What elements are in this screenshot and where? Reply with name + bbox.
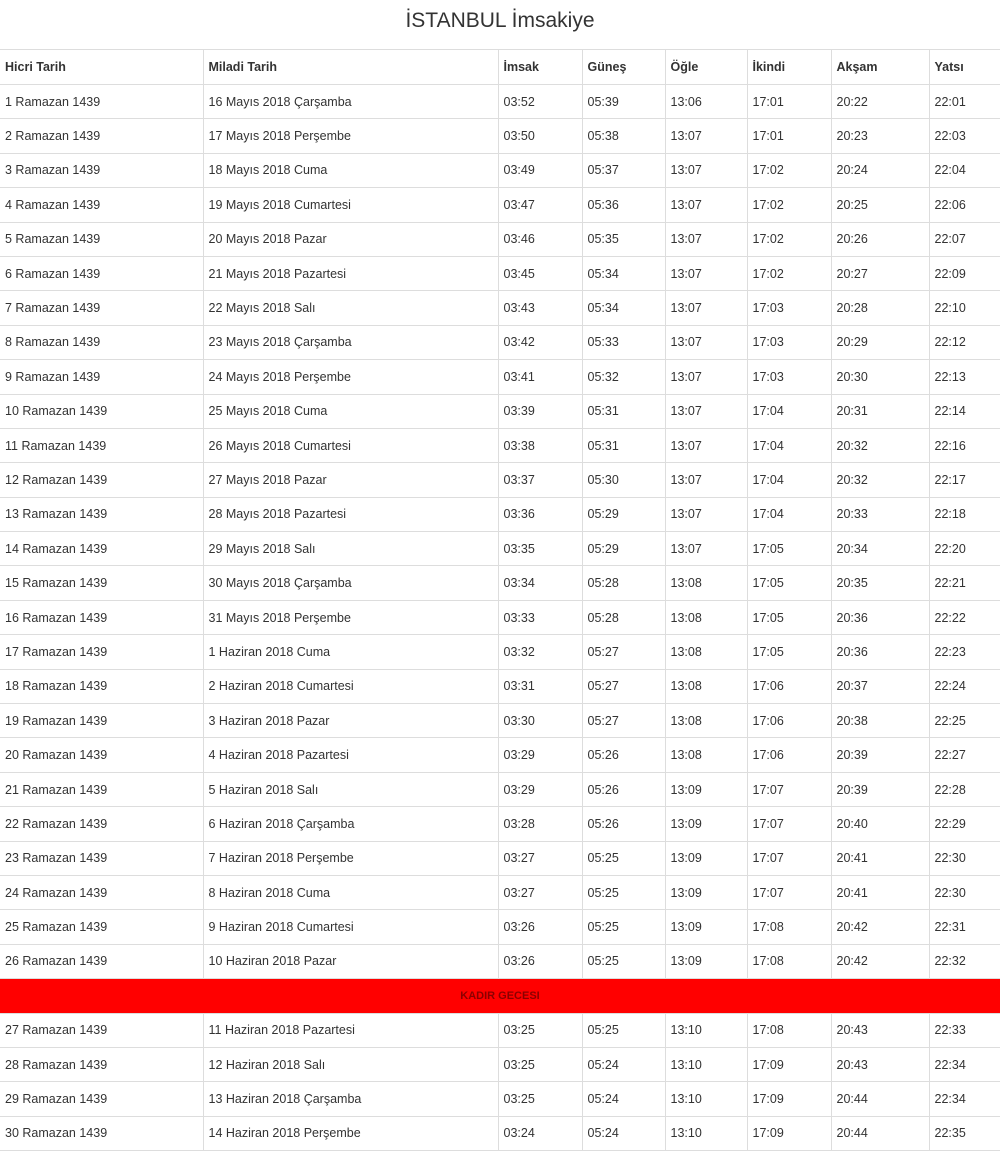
hicri-tarih-cell: 3 Ramazan 1439: [0, 153, 203, 187]
imsak-cell: 03:30: [498, 704, 582, 738]
yatsi-cell: 22:21: [929, 566, 1000, 600]
aksam-cell: 20:39: [831, 738, 929, 772]
gunes-cell: 05:27: [582, 635, 665, 669]
yatsi-cell: 22:23: [929, 635, 1000, 669]
gunes-cell: 05:37: [582, 153, 665, 187]
ogle-cell: 13:07: [665, 119, 747, 153]
ogle-cell: 13:09: [665, 807, 747, 841]
imsak-cell: 03:41: [498, 360, 582, 394]
ikindi-cell: 17:05: [747, 532, 831, 566]
table-row: [0, 1116, 1000, 1150]
table-header-row: [0, 50, 1000, 85]
gunes-cell: 05:24: [582, 1116, 665, 1150]
hicri-tarih-cell: 10 Ramazan 1439: [0, 394, 203, 428]
ikindi-cell: 17:08: [747, 910, 831, 944]
table-row: [0, 704, 1000, 738]
ogle-cell: 13:08: [665, 600, 747, 634]
yatsi-cell: 22:30: [929, 875, 1000, 909]
miladi-tarih-cell: 16 Mayıs 2018 Çarşamba: [203, 85, 498, 119]
table-row: [0, 153, 1000, 187]
ogle-cell: 13:07: [665, 394, 747, 428]
imsak-cell: 03:37: [498, 463, 582, 497]
miladi-tarih-cell: 24 Mayıs 2018 Perşembe: [203, 360, 498, 394]
ogle-cell: 13:07: [665, 428, 747, 462]
gunes-cell: 05:34: [582, 291, 665, 325]
miladi-tarih-cell: 1 Haziran 2018 Cuma: [203, 635, 498, 669]
table-row: [0, 910, 1000, 944]
gunes-cell: 05:25: [582, 1013, 665, 1047]
gunes-cell: 05:28: [582, 566, 665, 600]
imsak-cell: 03:26: [498, 910, 582, 944]
ikindi-cell: 17:08: [747, 1013, 831, 1047]
ikindi-cell: 17:04: [747, 428, 831, 462]
imsak-cell: 03:46: [498, 222, 582, 256]
hicri-tarih-cell: 5 Ramazan 1439: [0, 222, 203, 256]
imsak-cell: 03:25: [498, 1013, 582, 1047]
imsak-cell: 03:28: [498, 807, 582, 841]
aksam-cell: 20:41: [831, 875, 929, 909]
yatsi-cell: 22:20: [929, 532, 1000, 566]
yatsi-cell: 22:24: [929, 669, 1000, 703]
gunes-cell: 05:33: [582, 325, 665, 359]
yatsi-cell: 22:34: [929, 1082, 1000, 1116]
hicri-tarih-cell: 17 Ramazan 1439: [0, 635, 203, 669]
ikindi-cell: 17:09: [747, 1082, 831, 1116]
gunes-cell: 05:38: [582, 119, 665, 153]
ikindi-cell: 17:07: [747, 772, 831, 806]
hicri-tarih-cell: 24 Ramazan 1439: [0, 875, 203, 909]
imsak-cell: 03:33: [498, 600, 582, 634]
ikindi-cell: 17:04: [747, 394, 831, 428]
imsakiye-table: [0, 49, 1000, 1151]
miladi-tarih-cell: 22 Mayıs 2018 Salı: [203, 291, 498, 325]
miladi-tarih-cell: 6 Haziran 2018 Çarşamba: [203, 807, 498, 841]
hicri-tarih-cell: 8 Ramazan 1439: [0, 325, 203, 359]
aksam-cell: 20:42: [831, 944, 929, 978]
gunes-cell: 05:39: [582, 85, 665, 119]
ikindi-cell: 17:02: [747, 153, 831, 187]
aksam-cell: 20:37: [831, 669, 929, 703]
yatsi-cell: 22:09: [929, 256, 1000, 290]
table-row: [0, 291, 1000, 325]
imsak-cell: 03:45: [498, 256, 582, 290]
aksam-cell: 20:22: [831, 85, 929, 119]
gunes-cell: 05:27: [582, 704, 665, 738]
ikindi-cell: 17:05: [747, 635, 831, 669]
ikindi-cell: 17:03: [747, 325, 831, 359]
ogle-cell: 13:10: [665, 1116, 747, 1150]
aksam-cell: 20:39: [831, 772, 929, 806]
yatsi-cell: 22:28: [929, 772, 1000, 806]
miladi-tarih-cell: 18 Mayıs 2018 Cuma: [203, 153, 498, 187]
ikindi-cell: 17:03: [747, 291, 831, 325]
gunes-cell: 05:25: [582, 841, 665, 875]
miladi-tarih-cell: 23 Mayıs 2018 Çarşamba: [203, 325, 498, 359]
miladi-tarih-cell: 9 Haziran 2018 Cumartesi: [203, 910, 498, 944]
gunes-cell: 05:31: [582, 394, 665, 428]
yatsi-cell: 22:33: [929, 1013, 1000, 1047]
ogle-cell: 13:08: [665, 704, 747, 738]
aksam-cell: 20:42: [831, 910, 929, 944]
ogle-cell: 13:07: [665, 153, 747, 187]
miladi-tarih-cell: 10 Haziran 2018 Pazar: [203, 944, 498, 978]
imsak-cell: 03:31: [498, 669, 582, 703]
imsak-cell: 03:47: [498, 188, 582, 222]
ikindi-cell: 17:06: [747, 704, 831, 738]
ikindi-cell: 17:07: [747, 841, 831, 875]
miladi-tarih-cell: 21 Mayıs 2018 Pazartesi: [203, 256, 498, 290]
ikindi-cell: 17:09: [747, 1047, 831, 1081]
ikindi-cell: 17:04: [747, 463, 831, 497]
aksam-cell: 20:44: [831, 1116, 929, 1150]
table-row: [0, 463, 1000, 497]
miladi-tarih-cell: 11 Haziran 2018 Pazartesi: [203, 1013, 498, 1047]
hicri-tarih-cell: 9 Ramazan 1439: [0, 360, 203, 394]
table-row: [0, 222, 1000, 256]
imsak-cell: 03:26: [498, 944, 582, 978]
gunes-cell: 05:31: [582, 428, 665, 462]
imsak-cell: 03:52: [498, 85, 582, 119]
header-miladi-tarih: Miladi Tarih: [203, 50, 498, 85]
table-row: [0, 635, 1000, 669]
hicri-tarih-cell: 12 Ramazan 1439: [0, 463, 203, 497]
yatsi-cell: 22:18: [929, 497, 1000, 531]
gunes-cell: 05:29: [582, 497, 665, 531]
table-row: [0, 497, 1000, 531]
aksam-cell: 20:43: [831, 1013, 929, 1047]
ogle-cell: 13:10: [665, 1082, 747, 1116]
kadir-gecesi-row: [0, 979, 1000, 1013]
aksam-cell: 20:36: [831, 600, 929, 634]
yatsi-cell: 22:04: [929, 153, 1000, 187]
miladi-tarih-cell: 26 Mayıs 2018 Cumartesi: [203, 428, 498, 462]
imsak-cell: 03:49: [498, 153, 582, 187]
miladi-tarih-cell: 31 Mayıs 2018 Perşembe: [203, 600, 498, 634]
table-row: [0, 85, 1000, 119]
yatsi-cell: 22:06: [929, 188, 1000, 222]
gunes-cell: 05:25: [582, 910, 665, 944]
table-row: [0, 944, 1000, 978]
table-row: [0, 1082, 1000, 1116]
ogle-cell: 13:07: [665, 360, 747, 394]
miladi-tarih-cell: 29 Mayıs 2018 Salı: [203, 532, 498, 566]
gunes-cell: 05:30: [582, 463, 665, 497]
gunes-cell: 05:24: [582, 1047, 665, 1081]
aksam-cell: 20:44: [831, 1082, 929, 1116]
imsak-cell: 03:27: [498, 841, 582, 875]
hicri-tarih-cell: 30 Ramazan 1439: [0, 1116, 203, 1150]
ikindi-cell: 17:05: [747, 566, 831, 600]
aksam-cell: 20:26: [831, 222, 929, 256]
table-row: [0, 875, 1000, 909]
header-ogle: Öğle: [665, 50, 747, 85]
aksam-cell: 20:29: [831, 325, 929, 359]
imsak-cell: 03:42: [498, 325, 582, 359]
imsak-cell: 03:43: [498, 291, 582, 325]
yatsi-cell: 22:29: [929, 807, 1000, 841]
ikindi-cell: 17:02: [747, 256, 831, 290]
aksam-cell: 20:32: [831, 428, 929, 462]
imsak-cell: 03:35: [498, 532, 582, 566]
gunes-cell: 05:34: [582, 256, 665, 290]
table-row: [0, 841, 1000, 875]
hicri-tarih-cell: 28 Ramazan 1439: [0, 1047, 203, 1081]
yatsi-cell: 22:14: [929, 394, 1000, 428]
kadir-gecesi-label: KADIR GECESI: [0, 979, 1000, 1013]
header-gunes: Güneş: [582, 50, 665, 85]
hicri-tarih-cell: 15 Ramazan 1439: [0, 566, 203, 600]
miladi-tarih-cell: 8 Haziran 2018 Cuma: [203, 875, 498, 909]
hicri-tarih-cell: 14 Ramazan 1439: [0, 532, 203, 566]
ogle-cell: 13:08: [665, 669, 747, 703]
yatsi-cell: 22:25: [929, 704, 1000, 738]
yatsi-cell: 22:34: [929, 1047, 1000, 1081]
gunes-cell: 05:29: [582, 532, 665, 566]
ogle-cell: 13:07: [665, 497, 747, 531]
hicri-tarih-cell: 16 Ramazan 1439: [0, 600, 203, 634]
ogle-cell: 13:07: [665, 532, 747, 566]
hicri-tarih-cell: 20 Ramazan 1439: [0, 738, 203, 772]
hicri-tarih-cell: 7 Ramazan 1439: [0, 291, 203, 325]
aksam-cell: 20:25: [831, 188, 929, 222]
ogle-cell: 13:09: [665, 772, 747, 806]
gunes-cell: 05:35: [582, 222, 665, 256]
table-row: [0, 807, 1000, 841]
gunes-cell: 05:24: [582, 1082, 665, 1116]
ogle-cell: 13:06: [665, 85, 747, 119]
imsak-cell: 03:36: [498, 497, 582, 531]
gunes-cell: 05:27: [582, 669, 665, 703]
gunes-cell: 05:26: [582, 772, 665, 806]
aksam-cell: 20:27: [831, 256, 929, 290]
yatsi-cell: 22:30: [929, 841, 1000, 875]
ogle-cell: 13:07: [665, 222, 747, 256]
miladi-tarih-cell: 27 Mayıs 2018 Pazar: [203, 463, 498, 497]
gunes-cell: 05:28: [582, 600, 665, 634]
table-row: [0, 394, 1000, 428]
ikindi-cell: 17:02: [747, 222, 831, 256]
miladi-tarih-cell: 25 Mayıs 2018 Cuma: [203, 394, 498, 428]
miladi-tarih-cell: 12 Haziran 2018 Salı: [203, 1047, 498, 1081]
imsak-cell: 03:24: [498, 1116, 582, 1150]
yatsi-cell: 22:31: [929, 910, 1000, 944]
imsak-cell: 03:25: [498, 1047, 582, 1081]
imsak-cell: 03:32: [498, 635, 582, 669]
aksam-cell: 20:30: [831, 360, 929, 394]
hicri-tarih-cell: 4 Ramazan 1439: [0, 188, 203, 222]
ogle-cell: 13:10: [665, 1013, 747, 1047]
aksam-cell: 20:43: [831, 1047, 929, 1081]
table-row: [0, 738, 1000, 772]
aksam-cell: 20:38: [831, 704, 929, 738]
aksam-cell: 20:35: [831, 566, 929, 600]
aksam-cell: 20:28: [831, 291, 929, 325]
ikindi-cell: 17:07: [747, 875, 831, 909]
ikindi-cell: 17:07: [747, 807, 831, 841]
hicri-tarih-cell: 6 Ramazan 1439: [0, 256, 203, 290]
imsak-cell: 03:39: [498, 394, 582, 428]
miladi-tarih-cell: 7 Haziran 2018 Perşembe: [203, 841, 498, 875]
gunes-cell: 05:32: [582, 360, 665, 394]
gunes-cell: 05:25: [582, 875, 665, 909]
yatsi-cell: 22:13: [929, 360, 1000, 394]
hicri-tarih-cell: 27 Ramazan 1439: [0, 1013, 203, 1047]
ikindi-cell: 17:05: [747, 600, 831, 634]
table-row: [0, 119, 1000, 153]
miladi-tarih-cell: 30 Mayıs 2018 Çarşamba: [203, 566, 498, 600]
miladi-tarih-cell: 14 Haziran 2018 Perşembe: [203, 1116, 498, 1150]
ikindi-cell: 17:09: [747, 1116, 831, 1150]
ogle-cell: 13:07: [665, 325, 747, 359]
header-ikindi: İkindi: [747, 50, 831, 85]
miladi-tarih-cell: 17 Mayıs 2018 Perşembe: [203, 119, 498, 153]
ikindi-cell: 17:01: [747, 85, 831, 119]
ogle-cell: 13:07: [665, 188, 747, 222]
imsak-cell: 03:29: [498, 738, 582, 772]
hicri-tarih-cell: 29 Ramazan 1439: [0, 1082, 203, 1116]
hicri-tarih-cell: 21 Ramazan 1439: [0, 772, 203, 806]
gunes-cell: 05:36: [582, 188, 665, 222]
imsak-cell: 03:27: [498, 875, 582, 909]
hicri-tarih-cell: 1 Ramazan 1439: [0, 85, 203, 119]
header-aksam: Akşam: [831, 50, 929, 85]
aksam-cell: 20:36: [831, 635, 929, 669]
table-row: [0, 772, 1000, 806]
gunes-cell: 05:26: [582, 738, 665, 772]
imsak-cell: 03:34: [498, 566, 582, 600]
ogle-cell: 13:08: [665, 566, 747, 600]
table-row: [0, 428, 1000, 462]
miladi-tarih-cell: 5 Haziran 2018 Salı: [203, 772, 498, 806]
gunes-cell: 05:25: [582, 944, 665, 978]
table-row: [0, 1013, 1000, 1047]
table-row: [0, 188, 1000, 222]
yatsi-cell: 22:22: [929, 600, 1000, 634]
imsak-cell: 03:25: [498, 1082, 582, 1116]
hicri-tarih-cell: 23 Ramazan 1439: [0, 841, 203, 875]
table-row: [0, 360, 1000, 394]
miladi-tarih-cell: 19 Mayıs 2018 Cumartesi: [203, 188, 498, 222]
table-row: [0, 669, 1000, 703]
imsak-cell: 03:38: [498, 428, 582, 462]
aksam-cell: 20:23: [831, 119, 929, 153]
imsak-cell: 03:29: [498, 772, 582, 806]
yatsi-cell: 22:07: [929, 222, 1000, 256]
hicri-tarih-cell: 13 Ramazan 1439: [0, 497, 203, 531]
ogle-cell: 13:08: [665, 635, 747, 669]
aksam-cell: 20:40: [831, 807, 929, 841]
table-body: [0, 85, 1000, 1151]
ikindi-cell: 17:02: [747, 188, 831, 222]
hicri-tarih-cell: 11 Ramazan 1439: [0, 428, 203, 462]
header-hicri-tarih: Hicri Tarih: [0, 50, 203, 85]
aksam-cell: 20:34: [831, 532, 929, 566]
yatsi-cell: 22:16: [929, 428, 1000, 462]
miladi-tarih-cell: 3 Haziran 2018 Pazar: [203, 704, 498, 738]
table-row: [0, 600, 1000, 634]
yatsi-cell: 22:01: [929, 85, 1000, 119]
ogle-cell: 13:07: [665, 463, 747, 497]
aksam-cell: 20:24: [831, 153, 929, 187]
aksam-cell: 20:31: [831, 394, 929, 428]
miladi-tarih-cell: 4 Haziran 2018 Pazartesi: [203, 738, 498, 772]
ikindi-cell: 17:06: [747, 738, 831, 772]
miladi-tarih-cell: 13 Haziran 2018 Çarşamba: [203, 1082, 498, 1116]
hicri-tarih-cell: 19 Ramazan 1439: [0, 704, 203, 738]
aksam-cell: 20:32: [831, 463, 929, 497]
ogle-cell: 13:07: [665, 256, 747, 290]
aksam-cell: 20:41: [831, 841, 929, 875]
ogle-cell: 13:09: [665, 944, 747, 978]
ogle-cell: 13:09: [665, 841, 747, 875]
table-row: [0, 325, 1000, 359]
header-yatsi: Yatsı: [929, 50, 1000, 85]
table-row: [0, 256, 1000, 290]
ogle-cell: 13:08: [665, 738, 747, 772]
ogle-cell: 13:09: [665, 910, 747, 944]
table-row: [0, 1047, 1000, 1081]
yatsi-cell: 22:35: [929, 1116, 1000, 1150]
yatsi-cell: 22:10: [929, 291, 1000, 325]
ikindi-cell: 17:08: [747, 944, 831, 978]
ogle-cell: 13:10: [665, 1047, 747, 1081]
hicri-tarih-cell: 22 Ramazan 1439: [0, 807, 203, 841]
yatsi-cell: 22:12: [929, 325, 1000, 359]
gunes-cell: 05:26: [582, 807, 665, 841]
yatsi-cell: 22:17: [929, 463, 1000, 497]
table-row: [0, 532, 1000, 566]
aksam-cell: 20:33: [831, 497, 929, 531]
miladi-tarih-cell: 20 Mayıs 2018 Pazar: [203, 222, 498, 256]
ikindi-cell: 17:03: [747, 360, 831, 394]
page-title: İSTANBUL İmsakiye: [405, 9, 595, 32]
miladi-tarih-cell: 28 Mayıs 2018 Pazartesi: [203, 497, 498, 531]
yatsi-cell: 22:27: [929, 738, 1000, 772]
hicri-tarih-cell: 2 Ramazan 1439: [0, 119, 203, 153]
hicri-tarih-cell: 18 Ramazan 1439: [0, 669, 203, 703]
ikindi-cell: 17:04: [747, 497, 831, 531]
header-imsak: İmsak: [498, 50, 582, 85]
miladi-tarih-cell: 2 Haziran 2018 Cumartesi: [203, 669, 498, 703]
hicri-tarih-cell: 25 Ramazan 1439: [0, 910, 203, 944]
hicri-tarih-cell: 26 Ramazan 1439: [0, 944, 203, 978]
imsak-cell: 03:50: [498, 119, 582, 153]
table-row: [0, 566, 1000, 600]
ogle-cell: 13:07: [665, 291, 747, 325]
ikindi-cell: 17:06: [747, 669, 831, 703]
yatsi-cell: 22:32: [929, 944, 1000, 978]
ogle-cell: 13:09: [665, 875, 747, 909]
ikindi-cell: 17:01: [747, 119, 831, 153]
yatsi-cell: 22:03: [929, 119, 1000, 153]
